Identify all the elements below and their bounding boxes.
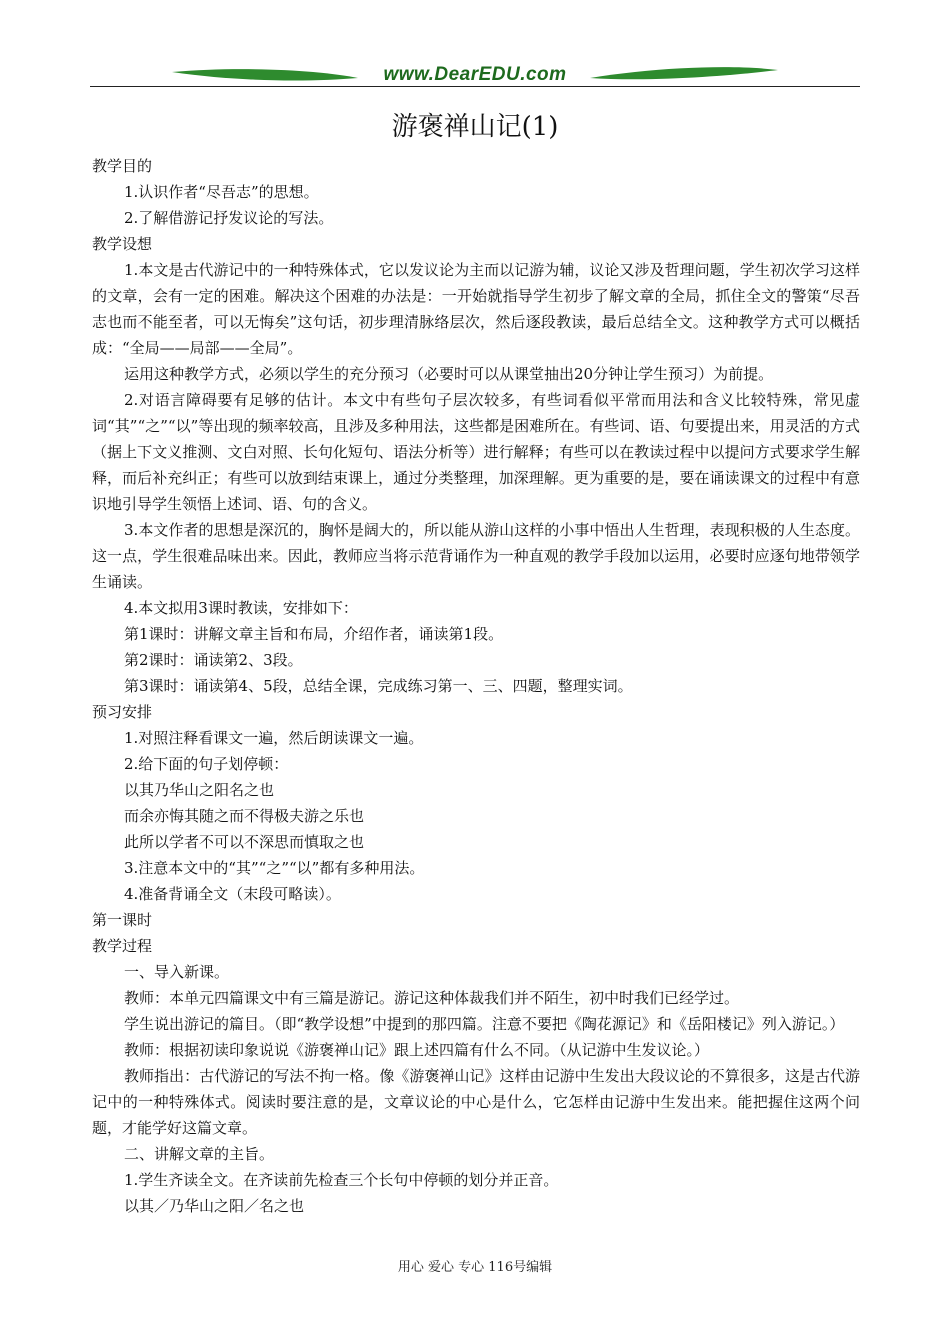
section-heading: 教学目的 <box>92 157 153 175</box>
paragraph: 4.本文拟用3课时教读，安排如下： <box>124 599 358 617</box>
site-logo[interactable]: www.DearEDU.com <box>383 64 567 85</box>
paragraph: 教师：根据初读印象说说《游褒禅山记》跟上述四篇有什么不同。（从记游中生发议论。） <box>124 1041 710 1059</box>
section-heading: 教学过程 <box>92 937 153 955</box>
paragraph: 2.对语言障碍要有足够的估计。本文中有些句子层次较多，有些词看似平常而用法和含义比较特殊，常见虚词“其”“之”“以”等出现的频率较高，且涉及多种用法，这些都是困难所在。有些词、语、句要提出来，用灵活的方式（据上下文义推测、文白对照、长句化短句、语法分析等）进行解释；有些可以在教读过程中以提问方式要求学生解释，而后补充纠正；有些可以放到结束课上，通过分类整理，加深理解。更为重要的是，要在诵读课文的过程中有意识地引导学生领悟上述词、语、句的含义。 <box>92 391 860 513</box>
paragraph: 第1课时：讲解文章主旨和布局，介绍作者，诵读第1段。 <box>124 625 504 643</box>
page-title: 游褒禅山记(1) <box>391 112 559 142</box>
paragraph: 此所以学者不可以不深思而慎取之也 <box>124 833 365 851</box>
paragraph: 以其乃华山之阳名之也 <box>124 781 275 799</box>
paragraph: 1.认识作者“尽吾志”的思想。 <box>124 183 319 201</box>
paragraph: 一、导入新课。 <box>124 963 230 981</box>
paragraph: 二、讲解文章的主旨。 <box>124 1145 275 1163</box>
page-footer: 用心 爱心 专心 116号编辑 <box>397 1260 553 1275</box>
paragraph: 第2课时：诵读第2、3段。 <box>124 651 303 669</box>
section-heading: 预习安排 <box>92 703 153 721</box>
paragraph: 2.给下面的句子划停顿： <box>124 755 289 773</box>
paragraph: 3.注意本文中的“其”“之”“以”都有多种用法。 <box>124 859 425 877</box>
paragraph: 第3课时：诵读第4、5段，总结全课，完成练习第一、三、四题，整理实词。 <box>124 677 633 695</box>
paragraph: 1.对照注释看课文一遍，然后朗读课文一遍。 <box>124 729 424 747</box>
paragraph: 4.准备背诵全文（末段可略读）。 <box>124 885 341 903</box>
paragraph: 2.了解借游记抒发议论的写法。 <box>124 209 334 227</box>
section-heading: 教学设想 <box>92 235 153 253</box>
paragraph: 1.学生齐读全文。在齐读前先检查三个长句中停顿的划分并正音。 <box>124 1171 559 1189</box>
paragraph: 教师指出：古代游记的写法不拘一格。像《游褒禅山记》这样由记游中生发出大段议论的不算很多，这是古代游记中的一种特殊体式。阅读时要注意的是，文章议论的中心是什么，它怎样由记游中生发出来。能把握住这两个问题，才能学好这篇文章。 <box>92 1067 860 1137</box>
paragraph: 而余亦悔其随之而不得极夫游之乐也 <box>124 807 365 825</box>
section-heading: 第一课时 <box>92 911 153 929</box>
paragraph: 运用这种教学方式，必须以学生的充分预习（必要时可以从课堂抽出20分钟让学生预习）为前提。 <box>124 365 774 383</box>
paragraph: 1.本文是古代游记中的一种特殊体式，它以发议论为主而以记游为辅，议论又涉及哲理问题，学生初次学习这样的文章，会有一定的困难。解决这个困难的办法是：一开始就指导学生初步了解文章的全局，抓住全文的警策“尽吾志也而不能至者，可以无悔矣”这句话，初步理清脉络层次，然后逐段教读，最后总结全文。这种教学方式可以概括成：“全局——局部——全局”。 <box>92 261 860 357</box>
paragraph: 学生说出游记的篇目。（即“教学设想”中提到的那四篇。注意不要把《陶花源记》和《岳阳楼记》列入游记。） <box>124 1015 845 1033</box>
paragraph: 教师：本单元四篇课文中有三篇是游记。游记这种体裁我们并不陌生，初中时我们已经学过。 <box>124 989 740 1007</box>
paragraph: 3.本文作者的思想是深沉的，胸怀是阔大的，所以能从游山这样的小事中悟出人生哲理，表现积极的人生态度。这一点，学生很难品味出来。因此，教师应当将示范背诵作为一种直观的教学手段加以运用，必要时应逐句地带领学生诵读。 <box>92 521 860 591</box>
document-body <box>92 153 860 1219</box>
header-rule <box>90 86 860 87</box>
paragraph: 以其／乃华山之阳／名之也 <box>124 1197 305 1215</box>
